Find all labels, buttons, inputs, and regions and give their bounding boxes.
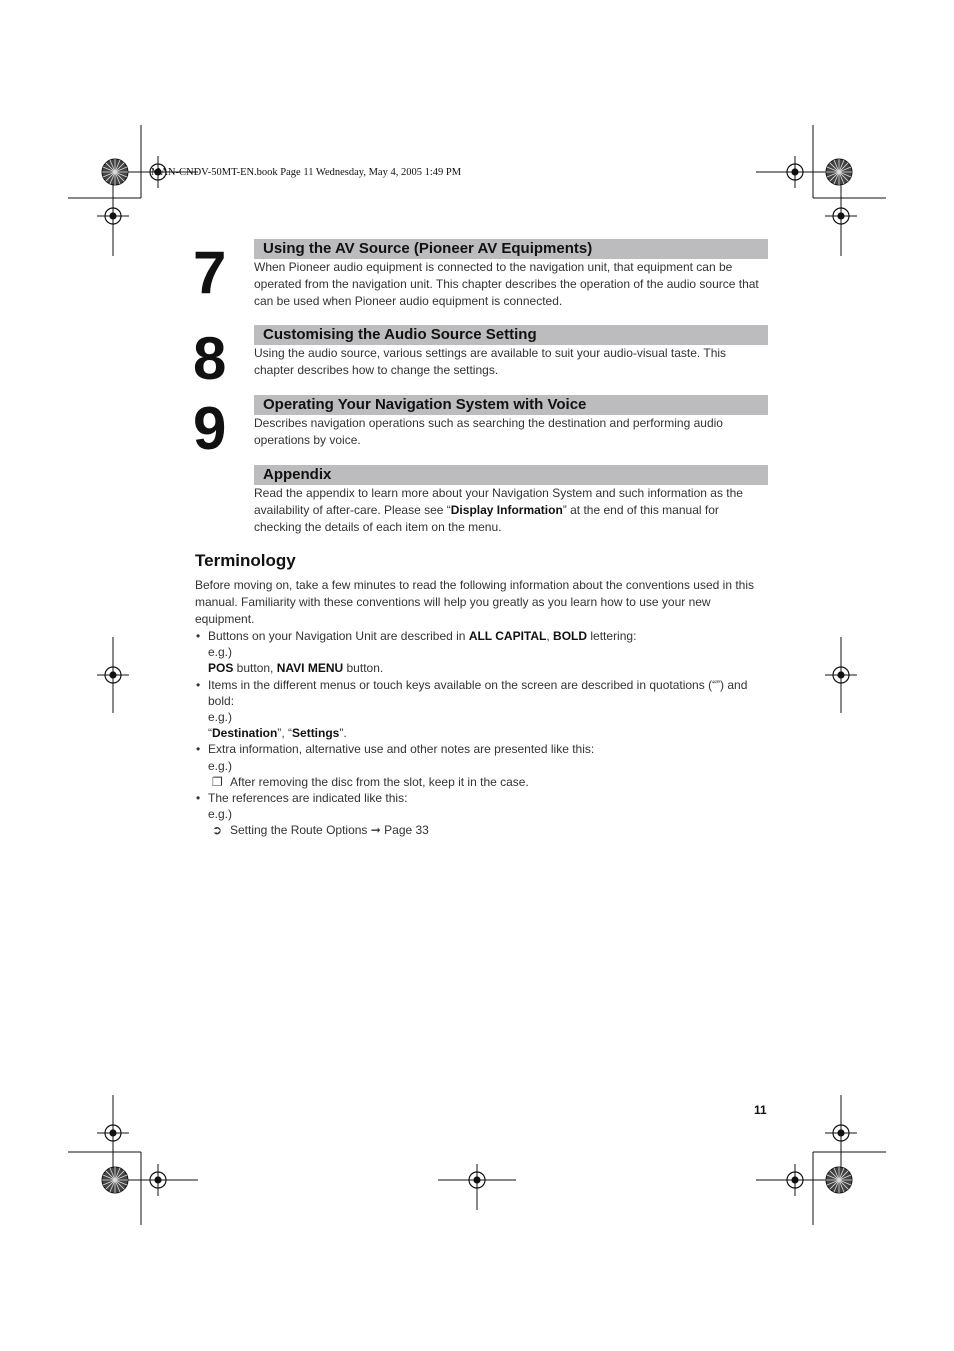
bold-term: NAVI MENU <box>276 661 344 676</box>
text-run: button, <box>233 661 277 676</box>
section-header-bar <box>254 395 768 415</box>
text-run: lettering: <box>587 629 637 643</box>
example-label: e.g.) <box>208 758 233 773</box>
chapter-number: 7 <box>193 239 227 306</box>
example-text <box>208 660 767 676</box>
list-item <box>195 741 767 790</box>
section-description: Describes navigation operations such as searching the destination and performing audio operations by voice. <box>254 416 723 447</box>
terminology-intro: Before moving on, take a few minutes to read the following information about the conventions used in this manual. Familiarity with these conventions will help you greatly as you learn how to use your new equipment. <box>195 578 754 626</box>
example-text <box>208 725 767 741</box>
terminology-heading: Terminology <box>195 551 296 570</box>
section-header-bar <box>254 325 768 345</box>
bold-term: Settings <box>292 726 340 741</box>
list-item <box>195 628 767 677</box>
bullet: • <box>196 791 201 806</box>
bullet: • <box>196 629 201 643</box>
page-number: 11 <box>754 1103 767 1117</box>
example-label: e.g.) <box>208 710 233 725</box>
item-text: Items in the different menus or touch keys available on the screen are described in quotations (“”) and bold: <box>208 677 748 708</box>
file-stamp: MAN-CNDV-50MT-EN.book Page 11 Wednesday, May 4, 2005 1:49 PM <box>151 167 462 178</box>
text-run: Read the appendix to learn more about your Navigation System and such information as the availability of after-care. Please see “ <box>254 486 743 517</box>
text-run: button. <box>343 661 384 676</box>
section-title: Using the AV Source (Pioneer AV Equipments) <box>263 240 593 257</box>
section-title: Appendix <box>263 466 332 483</box>
chapter-number: 9 <box>193 395 227 462</box>
text-run: ” at the end of this manual for checking the details of each item on the menu. <box>254 503 719 534</box>
item-text: The references are indicated like this: <box>208 791 408 806</box>
text-run: ”, “ <box>277 726 293 741</box>
chapter-number: 8 <box>193 325 227 392</box>
note-text: After removing the disc from the slot, keep it in the case. <box>230 774 529 789</box>
section-title: Customising the Audio Source Setting <box>263 326 537 343</box>
list-item <box>195 790 767 839</box>
bold-term: ALL CAPITAL <box>468 629 547 643</box>
bold-term: BOLD <box>553 629 588 643</box>
section-description: When Pioneer audio equipment is connected to the navigation unit, that equipment can be operated from the navigation unit. This chapter describes the operation of the audio source that can be used when Pioneer audio equipment is connected. <box>254 260 759 308</box>
reference-text: Setting the Route Options ➞ Page 33 <box>230 823 429 838</box>
item-text: Extra information, alternative use and other notes are presented like this: <box>208 742 595 757</box>
example-label: e.g.) <box>208 807 233 822</box>
section-description: Using the audio source, various settings are available to suit your audio-visual taste. This chapter describes how to change the settings. <box>254 346 727 377</box>
reference-example <box>208 822 767 838</box>
bullet: • <box>196 677 201 692</box>
text-run: , <box>546 629 554 643</box>
note-example <box>208 774 767 790</box>
example-label: e.g.) <box>208 645 233 660</box>
text-run: Buttons on your Navigation Unit are described in <box>208 629 469 643</box>
section-header-bar <box>254 465 768 485</box>
section-title: Operating Your Navigation System with Voice <box>263 396 587 413</box>
text-run: “ <box>208 726 212 741</box>
checkbox-icon: ❐ <box>212 774 223 789</box>
bullet: • <box>196 742 201 757</box>
bold-term: Destination <box>212 726 278 741</box>
bold-term: POS <box>208 661 234 676</box>
reference-arrow-icon: ➲ <box>212 823 223 838</box>
terminology-list <box>195 628 767 839</box>
section-header-bar <box>254 239 768 259</box>
text-run: ”. <box>339 726 347 741</box>
list-item <box>195 677 767 742</box>
section-description <box>254 485 768 536</box>
item-text <box>208 628 767 644</box>
bold-term: Display Information <box>450 503 563 517</box>
